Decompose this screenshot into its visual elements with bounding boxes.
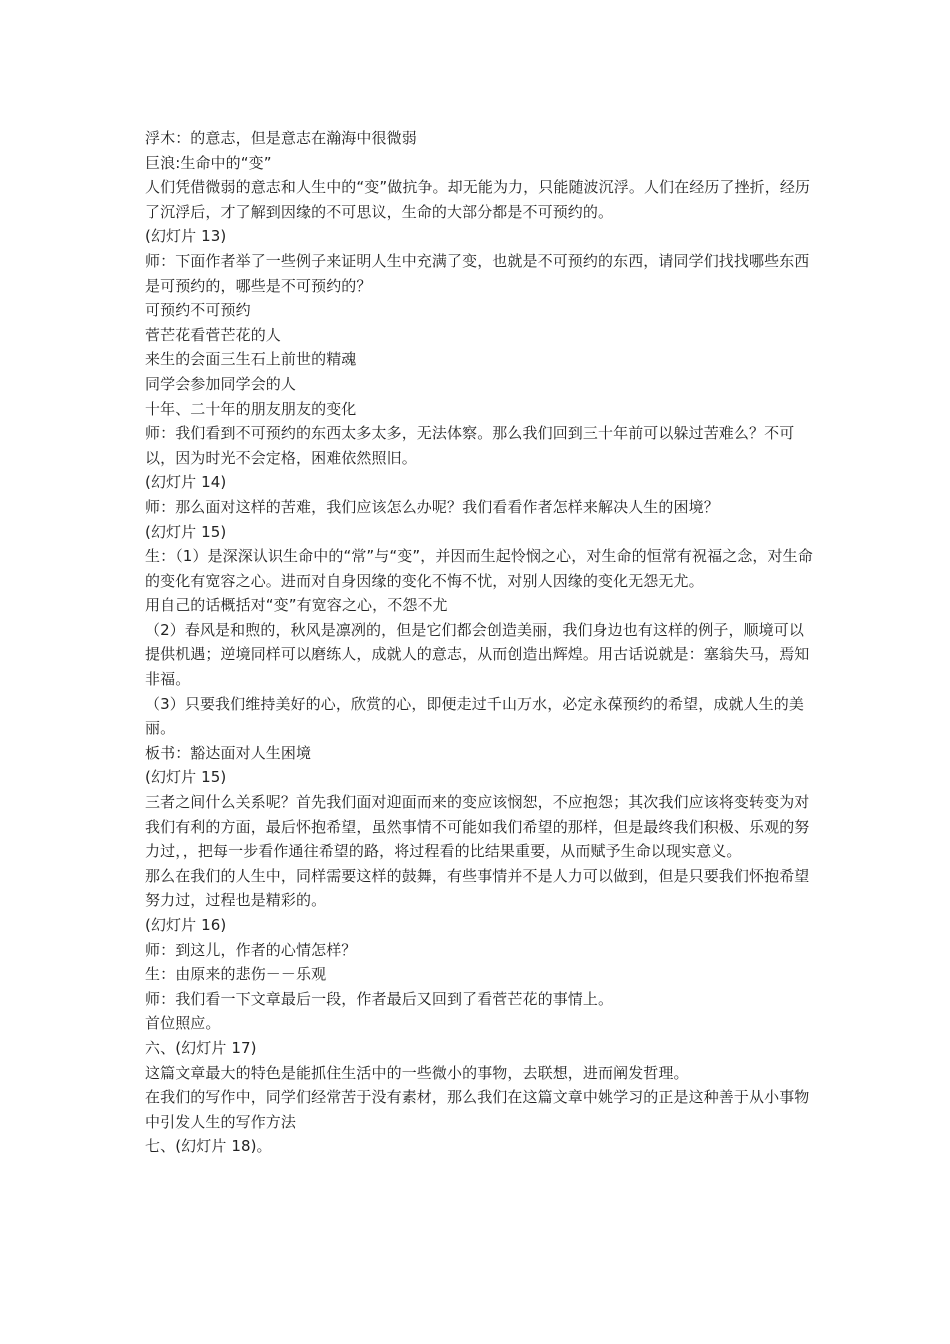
- text-line: 可预约不可预约: [145, 301, 251, 320]
- document-body: [145, 126, 817, 1159]
- text-line: 三者之间什么关系呢？首先我们面对迎面而来的变应该悯恕，不应抱怨；其次我们应该将变转变为对我们有利的方面，最后怀抱希望，虽然事情不可能如我们希望的那样，但是最终我们积极、乐观的努力过，，把每一步看作通往希望的路，将过程看的比结果重要，从而赋予生命以现实意义。: [145, 793, 810, 861]
- text-line: 这篇文章最大的特色是能抓住生活中的一些微小的事物，去联想，进而阐发哲理。: [145, 1063, 689, 1082]
- text-line: （3）只要我们维持美好的心，欣赏的心，即便走过千山万水，必定永葆预约的希望，成就人生的美丽。: [145, 694, 804, 738]
- text-line: （2）春风是和煦的，秋风是凛冽的，但是它们都会创造美丽，我们身边也有这样的例子，顺境可以提供机遇；逆境同样可以磨练人，成就人的意志，从而创造出辉煌。用古话说就是：塞翁失马，焉知非福。: [145, 620, 810, 689]
- text-line: 板书：豁达面对人生困境: [145, 743, 312, 762]
- text-line: 生：（1）是深深认识生命中的“常”与“变”，并因而生起怜悯之心，对生命的恒常有祝福之念，对生命的变化有宽容之心。进而对自身因缘的变化不悔不忧，对别人因缘的变化无怨无尤。: [145, 547, 813, 590]
- slide-marker: (幻灯片 16): [145, 916, 227, 934]
- text-line: 菅芒花看菅芒花的人: [145, 325, 281, 344]
- text-line: 巨浪:生命中的“变”: [145, 153, 272, 172]
- text-line: 师：我们看到不可预约的东西太多太多，无法体察。那么我们回到三十年前可以躲过苦难么？不可以，因为时光不会定格，困难依然照旧。: [145, 424, 795, 467]
- slide-marker: (幻灯片 14): [145, 473, 227, 492]
- text-line: 用自己的话概括对“变”有宽容之心，不怨不尤: [145, 596, 448, 615]
- text-line: 师：到这儿，作者的心情怎样？: [145, 940, 357, 959]
- text-line: 十年、二十年的朋友朋友的变化: [145, 399, 357, 418]
- slide-marker: (幻灯片 15): [145, 768, 227, 787]
- text-line: 来生的会面三生石上前世的精魂: [145, 350, 357, 369]
- text-line: 首位照应。: [145, 1014, 221, 1033]
- slide-marker: (幻灯片 13): [145, 227, 227, 246]
- section-heading: 六、(幻灯片 17): [145, 1038, 257, 1057]
- text-line: 那么在我们的人生中，同样需要这样的鼓舞，有些事情并不是人力可以做到，但是只要我们怀抱希望努力过，过程也是精彩的。: [145, 866, 810, 910]
- text-line: 师：那么面对这样的苦难，我们应该怎么办呢？我们看看作者怎样来解决人生的困境？: [145, 497, 719, 516]
- text-line: 师：下面作者举了一些例子来证明人生中充满了变，也就是不可预约的东西，请同学们找找哪些东西是可预约的，哪些是不可预约的？: [145, 251, 810, 295]
- section-heading: 七、(幻灯片 18)。: [145, 1137, 272, 1156]
- text-line: 同学会参加同学会的人: [145, 374, 297, 393]
- text-line: 师：我们看一下文章最后一段，作者最后又回到了看菅芒花的事情上。: [145, 989, 614, 1008]
- slide-marker: (幻灯片 15): [145, 522, 227, 541]
- text-line: 人们凭借微弱的意志和人生中的“变”做抗争。却无能为力，只能随波沉浮。人们在经历了挫折，经历了沉浮后，才了解到因缘的不可思议，生命的大部分都是不可预约的。: [145, 178, 811, 221]
- text-line: 在我们的写作中，同学们经常苦于没有素材，那么我们在这篇文章中姚学习的正是这种善于从小事物中引发人生的写作方法: [145, 1088, 810, 1131]
- text-line: 生：由原来的悲伤－－乐观: [145, 965, 327, 984]
- text-line: 浮木：的意志，但是意志在瀚海中很微弱: [145, 129, 417, 147]
